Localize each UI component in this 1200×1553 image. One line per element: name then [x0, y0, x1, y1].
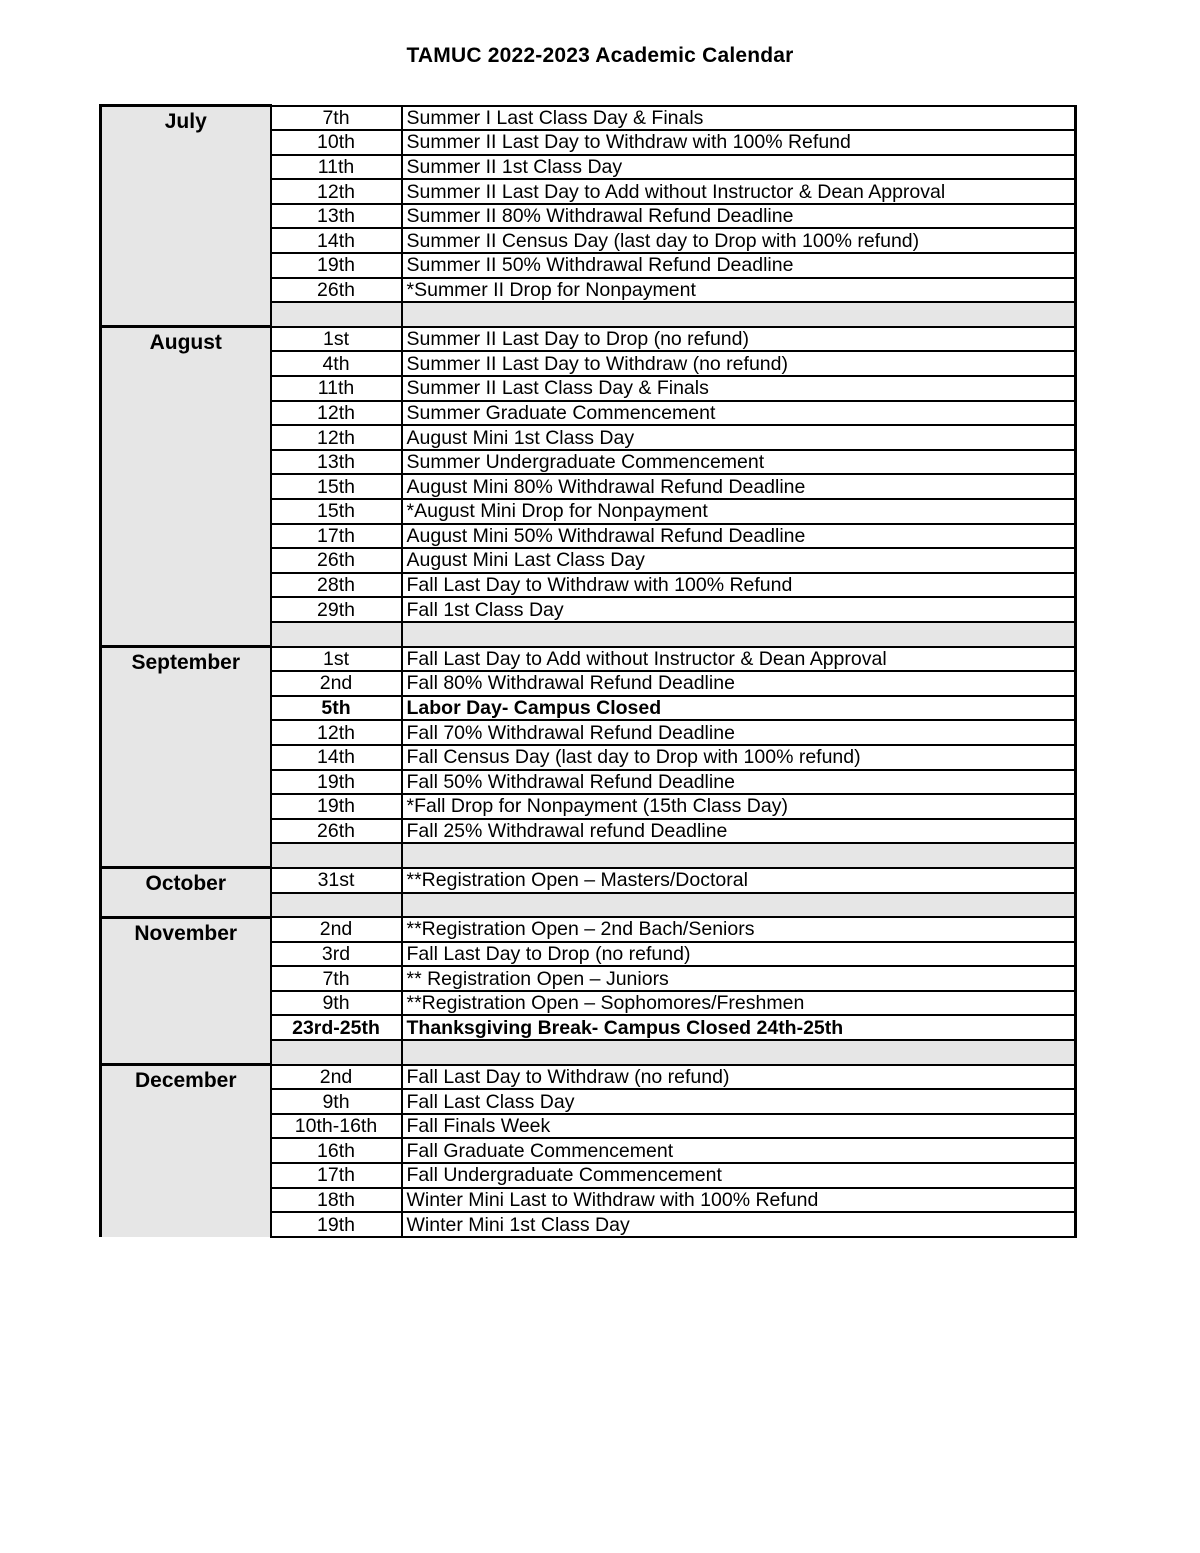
- event-description: Summer II 80% Withdrawal Refund Deadline: [402, 204, 1076, 229]
- event-date: 12th: [271, 401, 402, 426]
- event-date: 7th: [271, 106, 402, 131]
- event-date: 18th: [271, 1188, 402, 1213]
- month-label: September: [101, 647, 271, 868]
- event-date: 19th: [271, 794, 402, 819]
- calendar-row: [101, 647, 1076, 672]
- event-date: 9th: [271, 991, 402, 1016]
- event-description: **Registration Open – Masters/Doctoral: [402, 868, 1076, 893]
- event-description: Summer II Last Day to Drop (no refund): [402, 327, 1076, 352]
- calendar-row: [101, 106, 1076, 131]
- spacer-cell: [402, 893, 1076, 918]
- event-date: 26th: [271, 278, 402, 303]
- event-date: 19th: [271, 770, 402, 795]
- event-description: Fall 25% Withdrawal refund Deadline: [402, 819, 1076, 844]
- event-date: 26th: [271, 819, 402, 844]
- event-description: Summer II Last Class Day & Finals: [402, 376, 1076, 401]
- spacer-cell: [271, 622, 402, 647]
- spacer-cell: [402, 843, 1076, 868]
- event-date: 12th: [271, 720, 402, 745]
- spacer-cell: [271, 1040, 402, 1065]
- spacer-cell: [271, 843, 402, 868]
- event-date: 12th: [271, 179, 402, 204]
- event-date: 23rd-25th: [271, 1015, 402, 1040]
- event-date: 12th: [271, 425, 402, 450]
- event-description: Thanksgiving Break- Campus Closed 24th-25th: [402, 1015, 1076, 1040]
- event-description: ** Registration Open – Juniors: [402, 966, 1076, 991]
- month-label: December: [101, 1065, 271, 1237]
- event-description: Fall Finals Week: [402, 1114, 1076, 1139]
- event-description: Fall Census Day (last day to Drop with 100% refund): [402, 745, 1076, 770]
- event-date: 2nd: [271, 917, 402, 942]
- event-description: **Registration Open – 2nd Bach/Seniors: [402, 917, 1076, 942]
- spacer-cell: [402, 302, 1076, 327]
- event-description: Fall 70% Withdrawal Refund Deadline: [402, 720, 1076, 745]
- event-description: Fall Last Class Day: [402, 1089, 1076, 1114]
- calendar-table: [99, 104, 1077, 1238]
- event-description: Winter Mini 1st Class Day: [402, 1212, 1076, 1237]
- event-description: August Mini 1st Class Day: [402, 425, 1076, 450]
- event-description: Fall 80% Withdrawal Refund Deadline: [402, 671, 1076, 696]
- event-date: 13th: [271, 450, 402, 475]
- event-date: 29th: [271, 597, 402, 622]
- month-label: July: [101, 106, 271, 327]
- event-date: 5th: [271, 696, 402, 721]
- event-date: 26th: [271, 548, 402, 573]
- event-date: 14th: [271, 228, 402, 253]
- event-description: Labor Day- Campus Closed: [402, 696, 1076, 721]
- event-date: 2nd: [271, 1065, 402, 1090]
- event-description: Summer I Last Class Day & Finals: [402, 106, 1076, 131]
- month-label: November: [101, 917, 271, 1065]
- event-description: Fall Last Day to Withdraw (no refund): [402, 1065, 1076, 1090]
- event-date: 7th: [271, 966, 402, 991]
- event-description: Fall Last Day to Add without Instructor & Dean Approval: [402, 647, 1076, 672]
- event-description: Summer II 1st Class Day: [402, 155, 1076, 180]
- event-date: 10th: [271, 130, 402, 155]
- calendar-row: [101, 1065, 1076, 1090]
- event-date: 10th-16th: [271, 1114, 402, 1139]
- event-description: Summer II Census Day (last day to Drop with 100% refund): [402, 228, 1076, 253]
- month-label: August: [101, 327, 271, 647]
- event-description: Summer II Last Day to Add without Instructor & Dean Approval: [402, 179, 1076, 204]
- event-date: 2nd: [271, 671, 402, 696]
- event-description: *Fall Drop for Nonpayment (15th Class Day): [402, 794, 1076, 819]
- event-date: 1st: [271, 647, 402, 672]
- event-date: 14th: [271, 745, 402, 770]
- event-description: Summer Graduate Commencement: [402, 401, 1076, 426]
- event-description: Fall Graduate Commencement: [402, 1138, 1076, 1163]
- calendar-row: [101, 868, 1076, 893]
- spacer-cell: [271, 302, 402, 327]
- event-description: **Registration Open – Sophomores/Freshmen: [402, 991, 1076, 1016]
- event-description: *Summer II Drop for Nonpayment: [402, 278, 1076, 303]
- event-date: 16th: [271, 1138, 402, 1163]
- event-date: 17th: [271, 524, 402, 549]
- event-description: Winter Mini Last to Withdraw with 100% Refund: [402, 1188, 1076, 1213]
- event-description: Summer II Last Day to Withdraw (no refund): [402, 351, 1076, 376]
- calendar-row: [101, 917, 1076, 942]
- event-description: *August Mini Drop for Nonpayment: [402, 499, 1076, 524]
- event-description: Fall 50% Withdrawal Refund Deadline: [402, 770, 1076, 795]
- month-label: October: [101, 868, 271, 917]
- event-description: August Mini 50% Withdrawal Refund Deadline: [402, 524, 1076, 549]
- event-description: August Mini 80% Withdrawal Refund Deadline: [402, 474, 1076, 499]
- event-date: 15th: [271, 474, 402, 499]
- event-date: 31st: [271, 868, 402, 893]
- event-date: 11th: [271, 376, 402, 401]
- event-description: Fall 1st Class Day: [402, 597, 1076, 622]
- event-date: 19th: [271, 253, 402, 278]
- event-date: 17th: [271, 1163, 402, 1188]
- event-description: Summer II Last Day to Withdraw with 100% Refund: [402, 130, 1076, 155]
- event-description: Fall Last Day to Drop (no refund): [402, 942, 1076, 967]
- event-date: 13th: [271, 204, 402, 229]
- calendar-row: [101, 327, 1076, 352]
- event-description: Fall Last Day to Withdraw with 100% Refund: [402, 573, 1076, 598]
- event-date: 28th: [271, 573, 402, 598]
- spacer-cell: [402, 1040, 1076, 1065]
- spacer-cell: [271, 893, 402, 918]
- calendar-body: [101, 106, 1076, 1237]
- event-description: August Mini Last Class Day: [402, 548, 1076, 573]
- event-date: 1st: [271, 327, 402, 352]
- event-date: 11th: [271, 155, 402, 180]
- event-date: 4th: [271, 351, 402, 376]
- event-date: 3rd: [271, 942, 402, 967]
- spacer-cell: [402, 622, 1076, 647]
- event-date: 15th: [271, 499, 402, 524]
- event-description: Summer Undergraduate Commencement: [402, 450, 1076, 475]
- event-date: 9th: [271, 1089, 402, 1114]
- event-description: Summer II 50% Withdrawal Refund Deadline: [402, 253, 1076, 278]
- event-date: 19th: [271, 1212, 402, 1237]
- page-title: TAMUC 2022-2023 Academic Calendar: [406, 44, 794, 67]
- event-description: Fall Undergraduate Commencement: [402, 1163, 1076, 1188]
